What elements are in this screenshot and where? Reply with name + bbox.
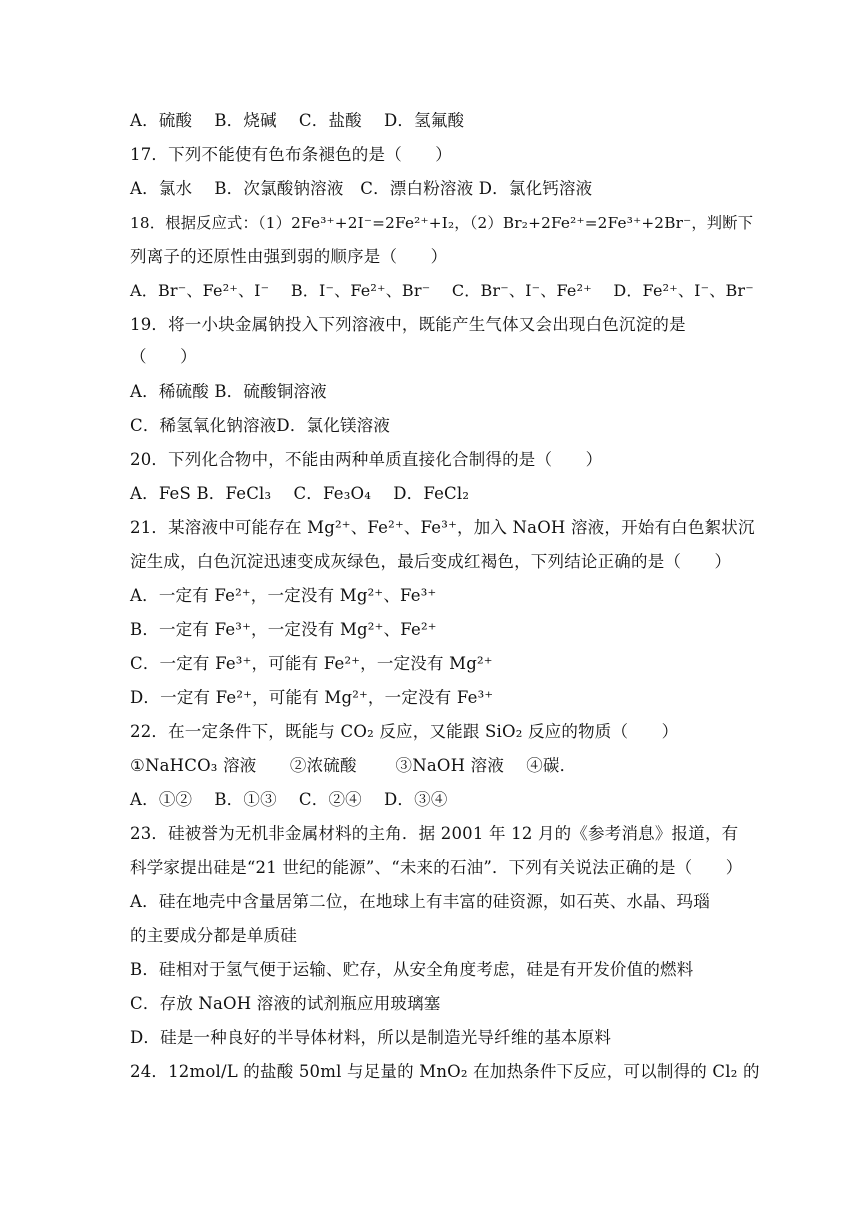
q21-option-b: B．一定有 Fe³⁺，一定没有 Mg²⁺、Fe²⁺ xyxy=(130,620,437,639)
q21-stem-line2: 淀生成，白色沉淀迅速变成灰绿色，最后变成红褐色，下列结论正确的是（ ） xyxy=(130,552,732,571)
q18-stem-line2: 列离子的还原性由强到弱的顺序是（ ） xyxy=(130,247,448,266)
q21-option-a: A．一定有 Fe²⁺，一定没有 Mg²⁺、Fe³⁺ xyxy=(130,586,437,605)
q23-option-c: C．存放 NaOH 溶液的试剂瓶应用玻璃塞 xyxy=(130,994,441,1013)
q17-stem: 17．下列不能使有色布条褪色的是（ ） xyxy=(130,145,452,164)
q23-stem-line1: 23．硅被誉为无机非金属材料的主角．据 2001 年 12 月的《参考消息》报道，有 xyxy=(130,824,739,843)
q19-stem-line1: 19．将一小块金属钠投入下列溶液中，既能产生气体又会出现白色沉淀的是 xyxy=(130,315,686,334)
q24-stem-line1: 24．12mol/L 的盐酸 50ml 与足量的 MnO₂ 在加热条件下反应，可以制得的 Cl₂ 的 xyxy=(130,1062,760,1081)
q23-option-a-line2: 的主要成分都是单质硅 xyxy=(130,926,297,945)
q16-options: A．硫酸 B．烧碱 C．盐酸 D．氢氟酸 xyxy=(130,111,465,130)
q22-stem: 22．在一定条件下，既能与 CO₂ 反应，又能跟 SiO₂ 反应的物质（ ） xyxy=(130,722,679,741)
q18-options: A．Br⁻、Fe²⁺、I⁻ B．I⁻、Fe²⁺、Br⁻ C．Br⁻、I⁻、Fe²⁺ D．Fe²⁺、I⁻、Br⁻ xyxy=(130,281,754,300)
q17-options: A．氯水 B．次氯酸钠溶液 C．漂白粉溶液 D．氯化钙溶液 xyxy=(130,179,593,198)
q19-options-cd: C．稀氢氧化钠溶液D．氯化镁溶液 xyxy=(130,416,391,435)
q20-stem: 20．下列化合物中，不能由两种单质直接化合制得的是（ ） xyxy=(130,450,603,469)
q19-options-ab: A．稀硫酸 B．硫酸铜溶液 xyxy=(130,382,327,401)
q23-stem-line2: 科学家提出硅是“21 世纪的能源”、“未来的石油”．下列有关说法正确的是（ ） xyxy=(130,858,743,877)
q18-stem-line1: 18．根据反应式：（1）2Fe³⁺+2I⁻=2Fe²⁺+I₂，（2）Br₂+2Fe²⁺=2Fe³⁺+2Br⁻，判断下 xyxy=(130,214,754,232)
q21-option-c: C．一定有 Fe³⁺，可能有 Fe²⁺，一定没有 Mg²⁺ xyxy=(130,654,493,673)
q21-option-d: D．一定有 Fe²⁺，可能有 Mg²⁺，一定没有 Fe³⁺ xyxy=(130,688,494,707)
q23-option-d: D．硅是一种良好的半导体材料，所以是制造光导纤维的基本原料 xyxy=(130,1028,612,1047)
q22-options: A．①② B．①③ C．②④ D．③④ xyxy=(130,790,448,809)
q20-options: A．FeS B．FeCl₃ C．Fe₃O₄ D．FeCl₂ xyxy=(130,484,470,503)
q23-option-a-line1: A．硅在地壳中含量居第二位，在地球上有丰富的硅资源，如石英、水晶、玛瑙 xyxy=(130,892,710,911)
q23-option-b: B．硅相对于氢气便于运输、贮存，从安全角度考虑，硅是有开发价值的燃料 xyxy=(130,960,694,979)
q21-stem-line1: 21．某溶液中可能存在 Mg²⁺、Fe²⁺、Fe³⁺，加入 NaOH 溶液，开始有白色絮状沉 xyxy=(130,518,755,537)
q19-stem-line2: （ ） xyxy=(130,347,197,366)
q22-items: ①NaHCO₃ 溶液 ②浓硫酸 ③NaOH 溶液 ④碳． xyxy=(130,756,577,775)
